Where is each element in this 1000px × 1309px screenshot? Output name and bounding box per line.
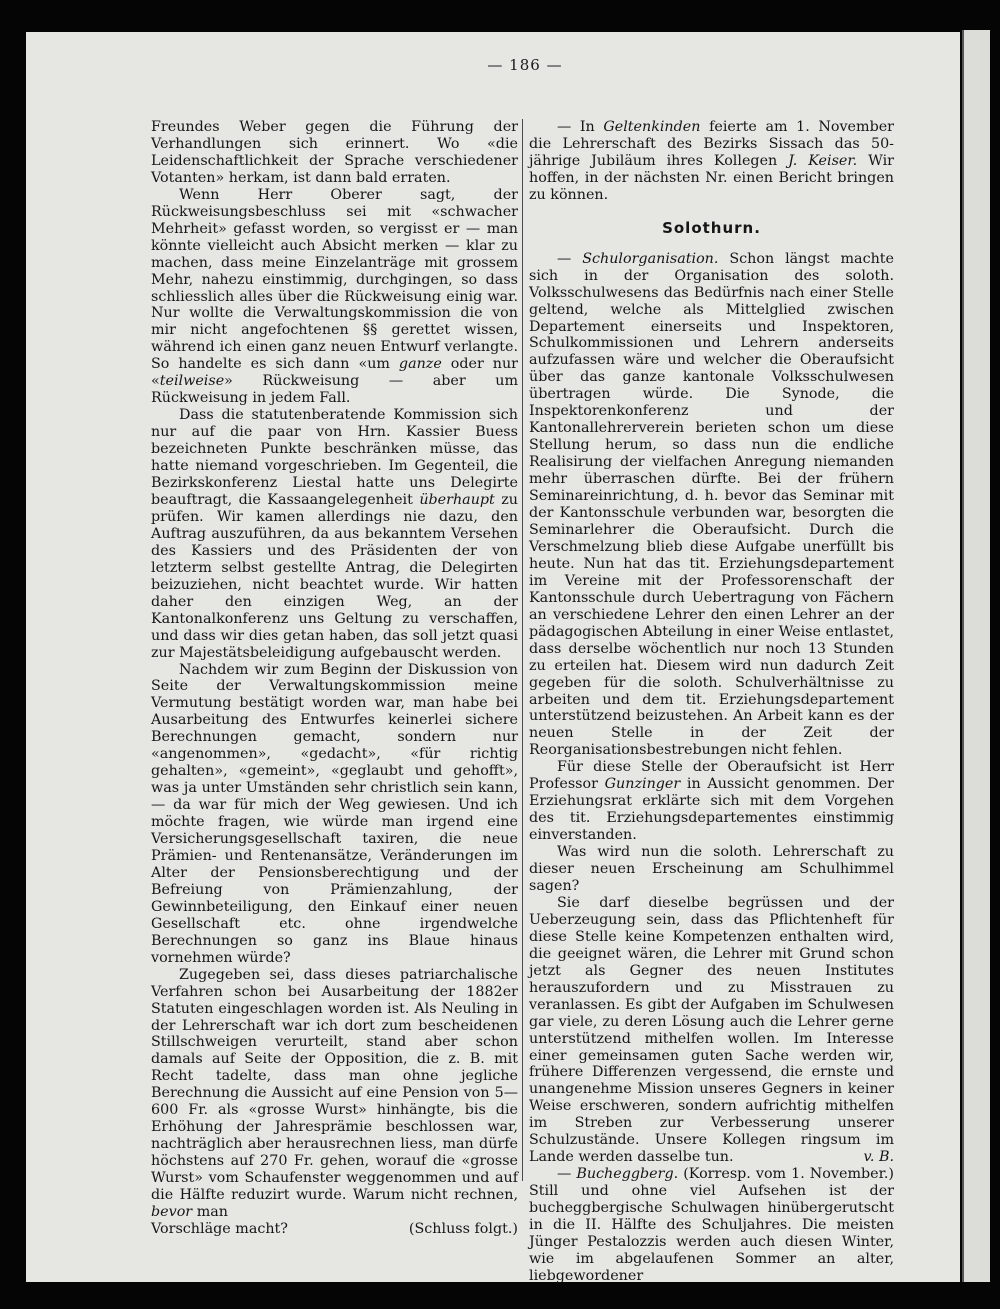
closing-line [151,1221,518,1238]
text-run: zu prüfen. Wir kamen allerdings nie dazu, den Auftrag auszuführen, da aus bekanntem Versehen des Kassiers und des Präsidenten der von letzterm selbst gestellte Antrag, die Delegirten beizuziehen, nicht beachtet wurde. Wir hatten daher den einzigen Weg, an der Kantonalkonferenz uns Geltung zu verschaffen, und dass wir dies getan haben, das soll jetzt quasi zur Majestätsbeleidigung aufgebauscht werden. [151,491,519,661]
emphasis: teilweise [159,373,225,390]
left-paragraph-3 [151,407,518,661]
text-run: feierte am 1. November die Lehrerschaft des Bezirks Sissach das 50-jährige Jubiläum ihres Kollegen [529,119,895,169]
right-column [529,119,894,1285]
emphasis: J. Keiser. [788,152,858,169]
emphasis: Schulorganisation. [582,250,719,267]
left-paragraph-4: Nachdem wir zum Beginn der Diskussion von Seite der Verwaltungskommission meine Vermutung bestätigt worden war, man habe bei Ausarbeitung des Entwurfes keinerlei sichere Berechnungen gemacht, sondern nur «angenommen», «gedacht», «für richtig gehalten», «gemeint», «geglaubt und gehofft», was ja unter Umständen sehr christlich sein kann, — da war für mich der Weg gewiesen. Und ich möchte fragen, wie würde man irgend eine Versicherungsgesellschaft taxiren, die neue Prämien- und Rentenansätze, Veränderungen im Alter der Pensionsberechtigung und der Befreiung von Prämienzahlung, der Gewinnbeteiligung, den Einkauf einer neuen Gesellschaft etc. ohne irgendwelche Berechnungen so ganz ins Blaue hinaus vornehmen würde? [151,661,518,966]
text-run: Dass die statutenberatende Kommission sich nur auf die paar von Hrn. Kassier Buess bezeichneten Punkte beschränken müsse, das hatte niemand vorgeschrieben. Im Gegenteil, die Bezirkskonferenz Liestal hatte uns Delegirte beauftragt, die Kassaangelegenheit [151,407,518,508]
next-page-edge [962,30,990,1282]
text-run: » Rückweisung — aber um Rückweisung in jedem Fall. [151,373,518,407]
left-paragraph-5 [151,967,518,1221]
text-run: — In [557,119,595,135]
emphasis: Bucheggberg. [576,1166,679,1183]
text-run: Zugegeben sei, dass dieses patriarchalische Verfahren schon bei Ausarbeitung der 1882er Statuten eingeschlagen worden ist. Als Neuling in der Lehrerschaft war ich dort zum bescheidenen Stillschweigen verurteilt, stand aber schon damals auf Seite der Opposition, die z. B. mit Recht tadelte, dass man ohne jegliche Berechnung die Aussicht auf eine Pension von 5—600 Fr. als «grosse Wurst» hinhängte, bis die Erhöhung der Jahresprämie beschlossen war, nachträglich aber herausrechnen liess, man dürfe höchstens auf 270 Fr. gehen, worauf die «grosse Wurst» vom Schaufenster weggenommen und auf die Hälfte reduzirt wurde. Warum nicht rechnen, [151,966,518,1204]
continuation-note: (Schluss folgt.) [408,1220,518,1237]
emphasis: ganze [398,356,442,373]
author-initials: v. B. [863,1149,894,1166]
section-heading: Solothurn. [662,218,761,237]
text-run: in Aussicht genommen. Der Erziehungsrat erklärte sich mit dem Vorgehen des tit. Erziehungsdepartementes einstimmig einverstanden. [529,776,895,844]
text-run: Schon längst machte sich in der Organisation des soloth. Volksschulwesens das Bedürfnis nach einer Stelle geltend, welche als Mittelglied zwischen Departement einerseits und Inspektoren, Schulkommissionen und Lehrern anderseits aufzufassen wäre und welcher die Oberaufsicht über das ganze kantonale Volksschulwesen übertragen würde. Die Synode, die Inspektorenkonferenz und der Kantonallehrerverein berieten schon um diese Stellung herum, so dass nun die endliche Realisirung der vielfachen Anregung niemanden mehr überraschen dürfte. Bei der frühern Seminareinrichtung, d. h. bevor das Seminar mit der Kantonsschule verbunden war, besorgten die Seminarlehrer die Oberaufsicht. Durch die Verschmelzung blieb diese Aufgabe unerfüllt bis heute. Nun hat das tit. Erziehungsdepartement im Vereine mit der Professorenschaft der Kantonsschule durch Uebertragung von Fächern an verschiedene Lehrer den einen Lehrer an der pädagogischen Abteilung in einer Weise entlastet, dass derselbe wöchentlich nur noch 13 Stunden zu erteilen hat. Diesem wird nun dadurch Zeit gegeben für die soloth. Schulverhältnisse zu arbeiten und dem tit. Erziehungsdepartement unterstützend beizustehen. An Arbeit kann es der neuen Stelle in der Zeit der Reorganisationsbestrebungen nicht fehlen. [529,250,895,759]
left-paragraph-1: Freundes Weber gegen die Führung der Verhandlungen sich erinnert. Wo «die Leidenschaftlichkeit der Sprache verschiedener Votanten» herkam, ist dann bald erraten. [151,119,518,186]
text-run: — [557,250,572,267]
column-divider [522,119,523,1181]
right-paragraph-1 [529,119,894,204]
text-run: Wir hoffen, in der nächsten Nr. einen Bericht bringen zu können. [529,152,894,203]
emphasis: überhaupt [419,491,495,508]
right-paragraph-3 [529,759,894,844]
right-paragraph-5 [529,895,894,1166]
text-run: Wenn Herr Oberer sagt, der Rückweisungsbeschluss sei mit «schwacher Mehrheit» gefasst worden, so vergisst er — man könnte vielleicht auch Absicht merken — klar zu machen, dass meine Einzelanträge mit grossem Mehr, nahezu einstimmig, durchgingen, so dass schliesslich alles über die Rückweisung einig war. Nur wollte die Verwaltungskommission die von mir nicht angefochtenen §§ gerettet wissen, während ich einen ganz neuen Entwurf verlangte. So handelte es sich dann «um [151,186,518,373]
text-run: Sie darf dieselbe begrüssen und der Ueberzeugung sein, dass das Pflichtenheft für diese Stelle keine Kompetenzen enthalten wird, die geeignet wären, die Lehrer mit Grund schon jetzt als Gegner des neuen Institutes herauszufordern und zu Misstrauen zu veranlassen. Es gibt der Aufgaben im Schulwesen gar viele, zu deren Lösung auch die Lehrer gerne unterstützend mithelfen wollen. Im Interesse einer gemeinsamen guten Sache werden wir, frühere Differenzen vergessend, die ernste und unangenehme Mission unseres Gegners in keiner Weise erschweren, sondern aufrichtig mithelfen im Streben zur Verbesserung unserer Schulzustände. Unsere Kollegen ringsum im Lande werden dasselbe tun. [529,894,894,1166]
emphasis: Gunzinger [604,776,681,793]
left-column [151,119,518,1238]
text-run: (Korresp. vom 1. November.) Still und ohne viel Aufsehen ist der bucheggbergische Schulwagen hinübergerutscht in die II. Hälfte des Schuljahres. Die meisten Jünger Pestalozzis werden auch diesen Winter, wie im abgelaufenen Sommer an alter, liebgewordener [529,1166,895,1284]
page-number: — 186 — [487,56,563,74]
emphasis: Geltenkinden [603,119,701,135]
closing-text: Vorschläge macht? [151,1220,288,1237]
text-run: man [196,1204,228,1220]
right-paragraph-6 [529,1166,894,1285]
left-paragraph-2: Wenn Herr Oberer sagt, der Rückweisungsbeschluss sei mit «schwacher Mehrheit» gefasst worden, so vergisst er — man könnte vielleicht auch Absicht merken — klar zu machen, dass meine Einzelanträge mit grossem Mehr, nahezu einstimmig, durchgingen, so dass schliesslich alles über die Rückweisung einig war. Nur wollte die Verwaltungskommission die von mir nicht angefochtenen §§ gerettet wissen, während ich einen ganz neuen Entwurf verlangte. So handelte es sich dann «um ganze oder nur «teilweise» Rückweisung — aber um Rückweisung in jedem Fall. [151,186,519,407]
text-run: oder nur [450,356,519,373]
text-run: — [557,1166,572,1183]
text-run: Für diese Stelle der Oberaufsicht ist Herr Professor [529,759,894,793]
emphasis: bevor [151,1204,193,1220]
right-paragraph-4: Was wird nun die soloth. Lehrerschaft zu dieser neuen Erscheinung am Schulhimmel sagen? [529,844,894,894]
right-paragraph-2 [529,251,894,760]
